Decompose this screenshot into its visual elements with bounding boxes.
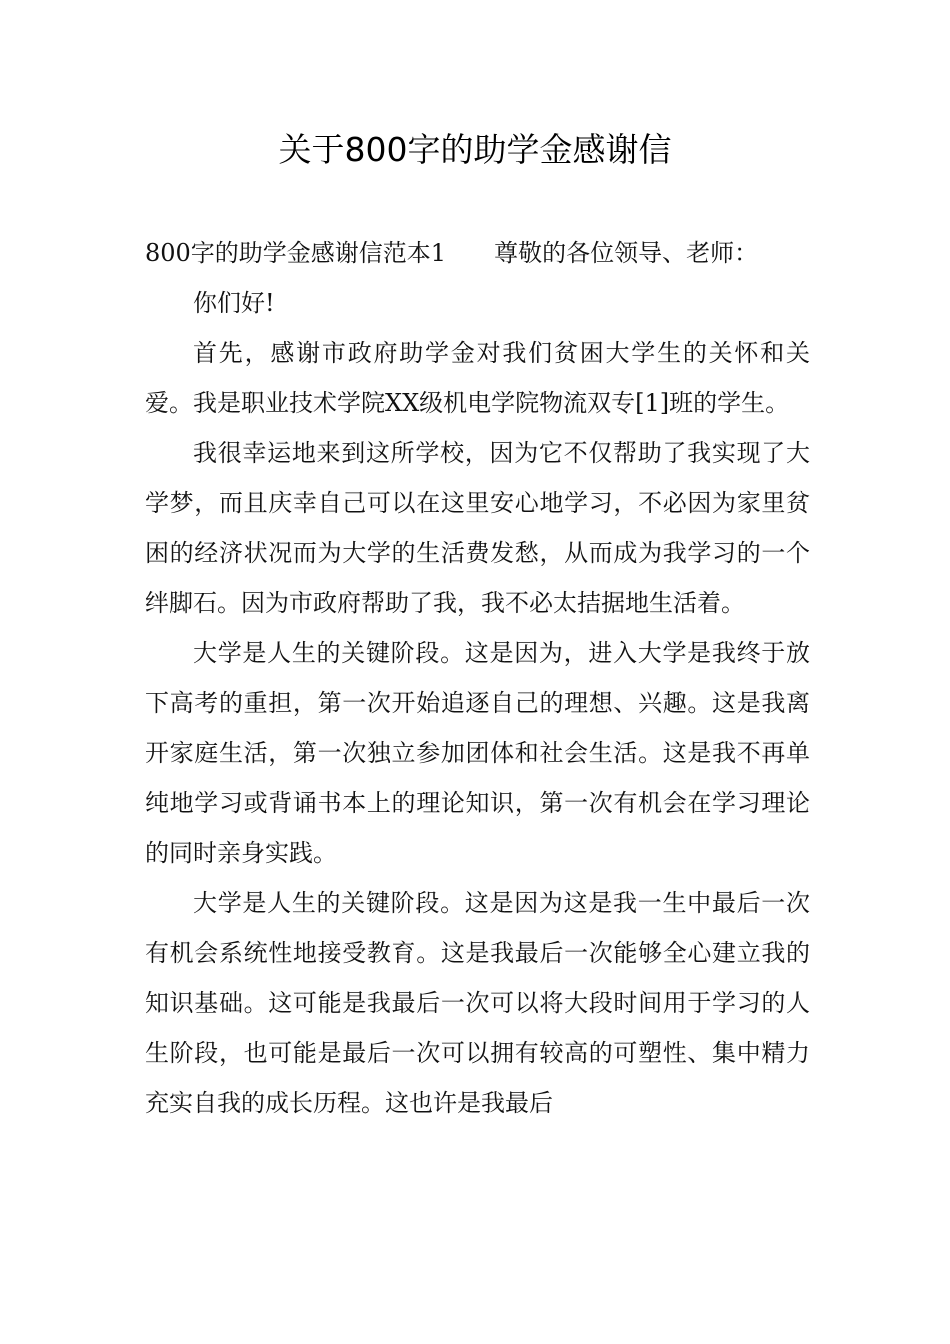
paragraph: 我很幸运地来到这所学校，因为它不仅帮助了我实现了大学梦，而且庆幸自己可以在这里安心地学习，不必因为家里贫困的经济状况而为大学的生活费发愁，从而成为我学习的一个绊脚石。因为市政府帮助了我，我不必太拮据地生活着。 bbox=[145, 439, 810, 617]
paragraph: 大学是人生的关键阶段。这是因为，进入大学是我终于放下高考的重担，第一次开始追逐自己的理想、兴趣。这是我离开家庭生活，第一次独立参加团体和社会生活。这是我不再单纯地学习或背诵书本上的理论知识，第一次有机会在学习理论的同时亲身实践。 bbox=[145, 639, 810, 867]
document-title: 关于800字的助学金感谢信 bbox=[278, 130, 672, 169]
salutation: 尊敬的各位领导、老师： bbox=[494, 239, 759, 267]
intro-heading: 800字的助学金感谢信范本1 bbox=[145, 239, 447, 267]
paragraph: 首先，感谢市政府助学金对我们贫困大学生的关怀和关爱。我是职业技术学院XX级机电学院物流双专[1]班的学生。 bbox=[145, 339, 810, 417]
intro-line bbox=[145, 228, 810, 278]
document-body bbox=[145, 228, 810, 1128]
paragraph: 大学是人生的关键阶段。这是因为这是我一生中最后一次有机会系统性地接受教育。这是我最后一次能够全心建立我的知识基础。这可能是我最后一次可以将大段时间用于学习的人生阶段，也可能是最后一次可以拥有较高的可塑性、集中精力充实自我的成长历程。这也许是我最后 bbox=[145, 889, 810, 1117]
greeting: 你们好! bbox=[193, 289, 275, 317]
